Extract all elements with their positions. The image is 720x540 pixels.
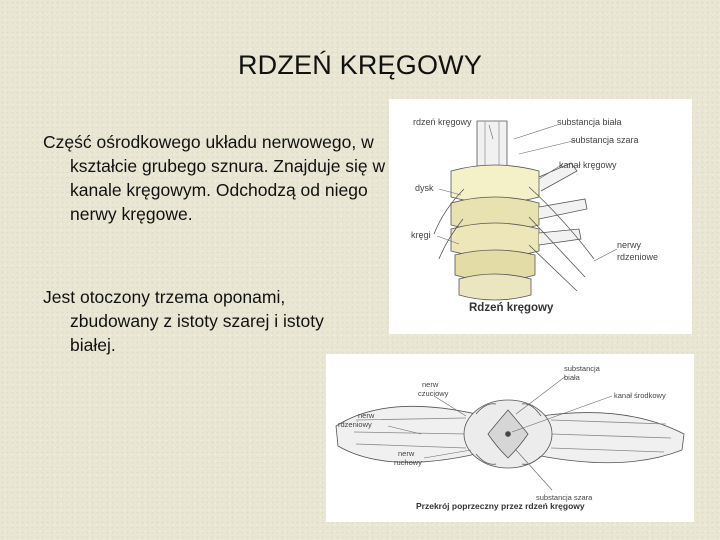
label-dysk: dysk <box>415 183 434 193</box>
label-kregi: kręgi <box>411 230 431 240</box>
label-nerw-ruchowy-2: ruchowy <box>394 458 422 467</box>
figure2-caption: Przekrój poprzeczny przez rdzeń kręgowy <box>416 501 585 511</box>
label-nerw-ruchowy-1: nerw <box>398 449 415 458</box>
label-substancja-szara: substancja szara <box>571 135 639 145</box>
label-substancja-biala-1: substancja <box>564 364 600 373</box>
label-substancja-szara: substancja szara <box>536 493 593 502</box>
paragraph-structure: Jest otoczony trzema oponami, zbudowany z istoty szarej i istoty białej. <box>43 287 324 355</box>
label-nerwy: nerwy <box>617 240 642 250</box>
label-substancja-biala: substancja biała <box>557 117 622 127</box>
label-substancja-biala-2: biała <box>564 373 580 382</box>
slide-title: RDZEŃ KRĘGOWY <box>237 50 483 80</box>
label-nerw-rdzeniowy-2: rdzeniowy <box>338 420 372 429</box>
cross-section-illustration <box>326 354 694 522</box>
figure1-caption: Rdzeń kręgowy <box>469 302 554 314</box>
label-rdzeniowe: rdzeniowe <box>617 252 659 262</box>
label-kanal-srodkowy: kanał środkowy <box>614 391 666 400</box>
label-nerw-rdzeniowy-1: nerw <box>358 411 375 420</box>
label-nerw-czuciowy-1: nerw <box>422 380 439 389</box>
label-rdzen: rdzeń kręgowy <box>413 117 472 127</box>
label-nerw-czuciowy-2: czuciowy <box>418 389 449 398</box>
label-kanal-kregowy: kanał kręgowy <box>559 160 617 170</box>
paragraph-definition: Część ośrodkowego układu nerwowego, w kształcie grubego sznura. Znajduje się w kanale kręgowym. Odchodzą od niego nerwy kręgowe. <box>43 132 386 224</box>
spinal-cord-illustration <box>389 99 692 334</box>
